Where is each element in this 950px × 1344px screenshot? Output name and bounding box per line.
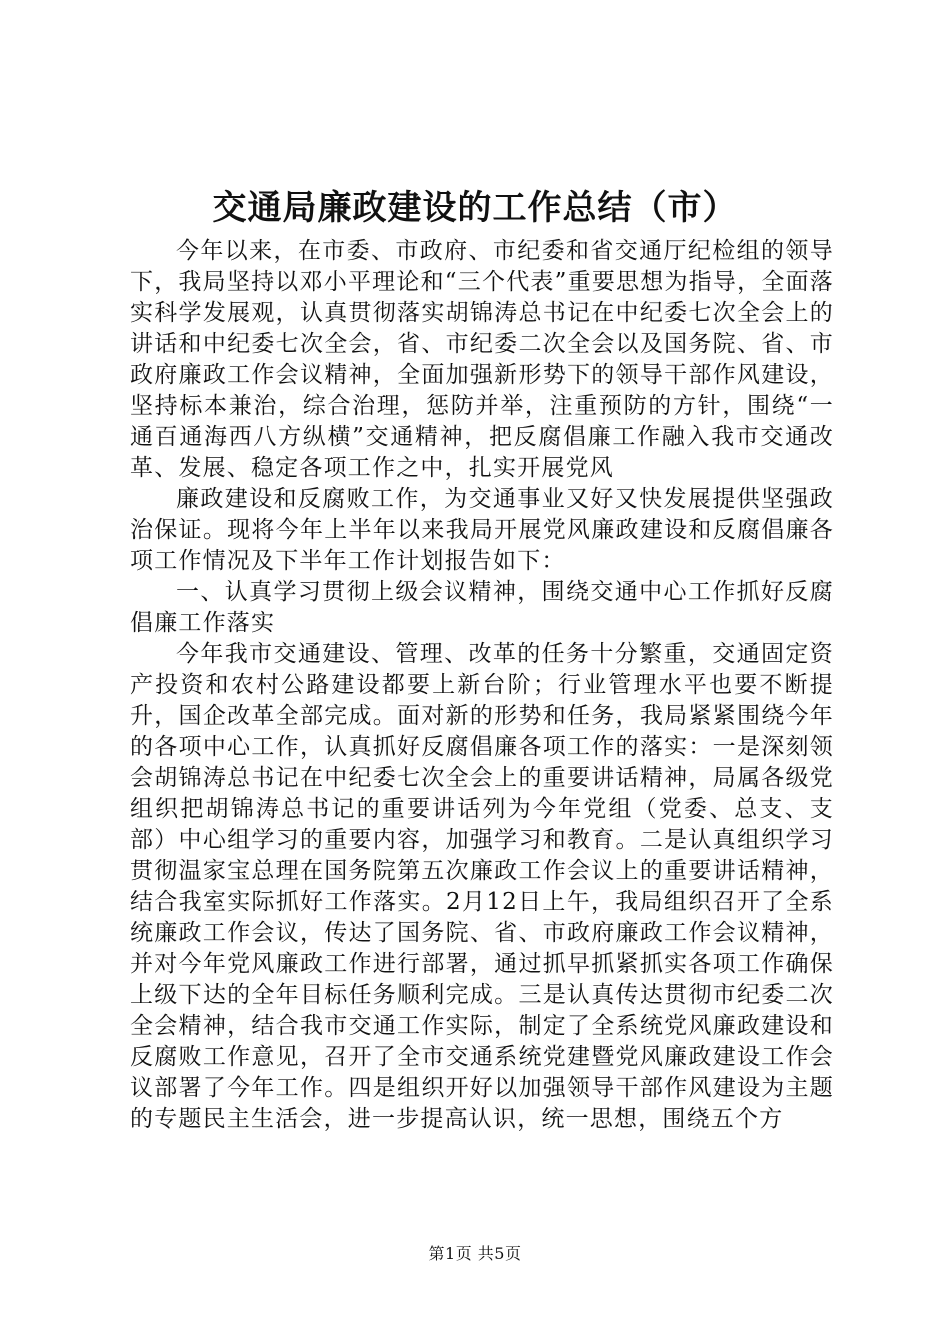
document-body [130,236,834,1135]
paragraph-report-overview: 廉政建设和反腐败工作，为交通事业又好又快发展提供坚强政治保证。现将今年上半年以来我局开展党风廉政建设和反腐倡廉各项工作情况及下半年工作计划报告如下： [130,486,834,574]
paragraph-intro: 今年以来，在市委、市政府、市纪委和省交通厅纪检组的领导下，我局坚持以邓小平理论和“三个代表”重要思想为指导，全面落实科学发展观，认真贯彻落实胡锦涛总书记在中纪委七次全会上的讲话和中纪委七次全会，省、市纪委二次全会以及国务院、省、市政府廉政工作会议精神，全面加强新形势下的领导干部作风建设，坚持标本兼治，综合治理，惩防并举，注重预防的方针，围绕“一通百通海西八方纵横”交通精神，把反腐倡廉工作融入我市交通改革、发展、稳定各项工作之中，扎实开展党风 [130,238,834,481]
document-title: 交通局廉政建设的工作总结（市） [212,188,738,228]
paragraph-section-1-body: 今年我市交通建设、管理、改革的任务十分繁重，交通固定资产投资和农村公路建设都要上新台阶；行业管理水平也要不断提升，国企改革全部完成。面对新的形势和任务，我局紧紧围绕今年的各项中心工作，认真抓好反腐倡廉各项工作的落实：一是深刻领会胡锦涛总书记在中纪委七次全会上的重要讲话精神，局属各级党组织把胡锦涛总书记的重要讲话列为今年党组（党委、总支、支部）中心组学习的重要内容，加强学习和教育。二是认真组织学习贯彻温家宝总理在国务院第五次廉政工作会议上的重要讲话精神，结合我室实际抓好工作落实。2月12日上午，我局组织召开了全系统廉政工作会议，传达了国务院、省、市政府廉政工作会议精神，并对今年党风廉政工作进行部署，通过抓早抓紧抓实各项工作确保上级下达的全年目标任务顺利完成。三是认真传达贯彻市纪委二次全会精神，结合我市交通工作实际，制定了全系统党风廉政建设和反腐败工作意见，召开了全市交通系统党建暨党风廉政建设工作会议部署了今年工作。四是组织开好以加强领导干部作风建设为主题的专题民主生活会，进一步提高认识，统一思想，围绕五个方 [130,641,834,1132]
page-number-footer: 第1页 共5页 [428,1244,522,1263]
section-heading-1: 一、认真学习贯彻上级会议精神，围绕交通中心工作抓好反腐倡廉工作落实 [130,579,834,636]
